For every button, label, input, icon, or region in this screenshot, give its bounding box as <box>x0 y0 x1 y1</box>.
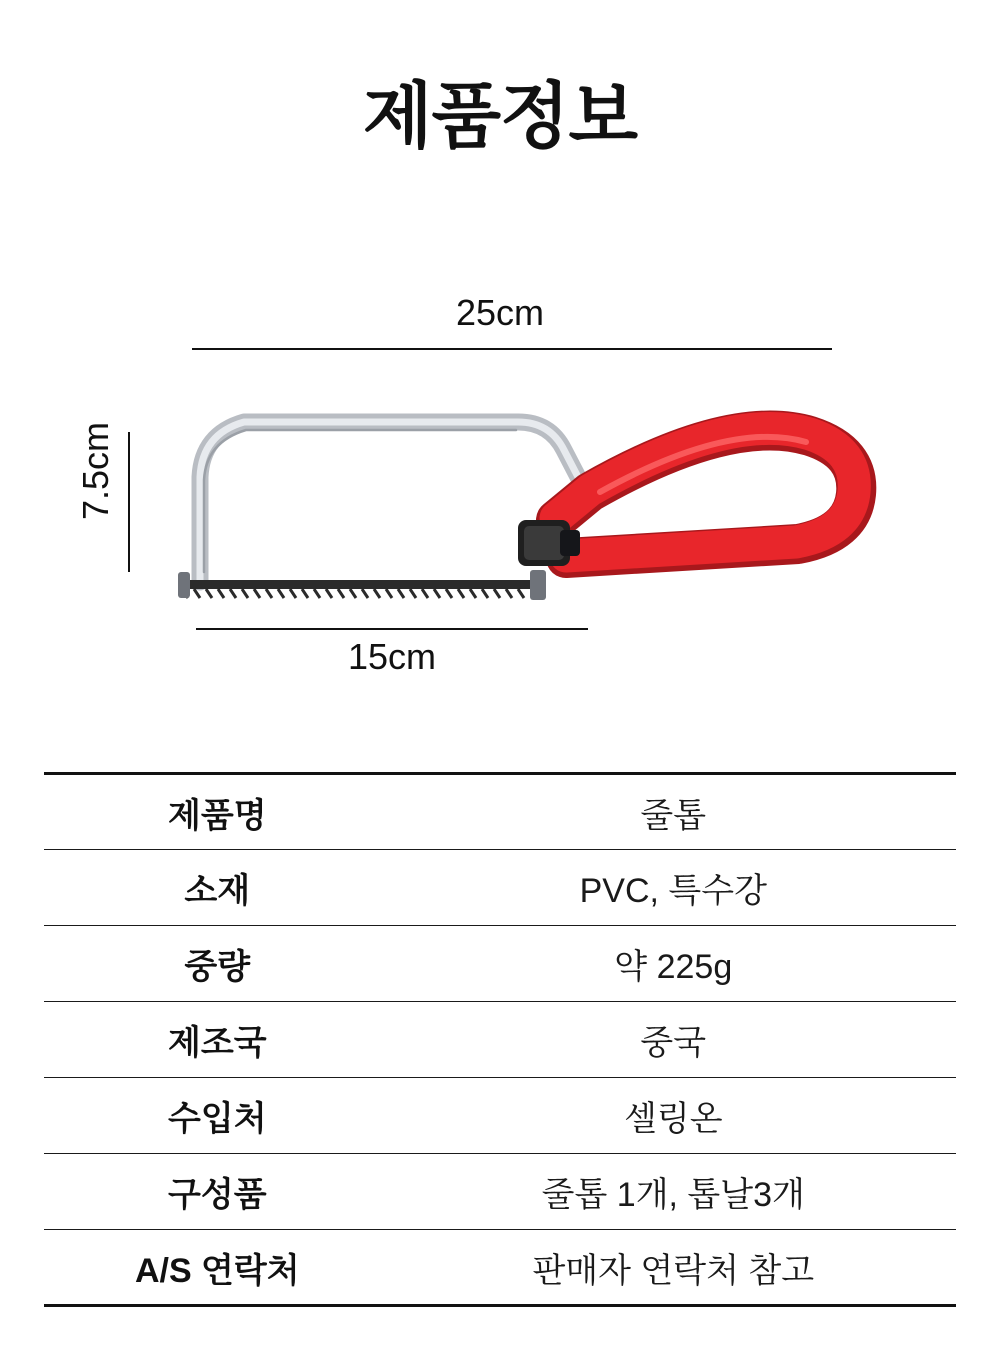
table-row <box>44 1154 956 1230</box>
table-row <box>44 1230 956 1306</box>
spec-value: 셀링온 <box>391 1078 956 1154</box>
spec-label: 구성품 <box>44 1154 391 1230</box>
table-row <box>44 1002 956 1078</box>
spec-value: 줄톱 <box>391 774 956 850</box>
spec-table <box>44 772 956 1307</box>
table-row <box>44 926 956 1002</box>
product-figure <box>0 292 1000 832</box>
spec-value: 줄톱 1개, 톱날3개 <box>391 1154 956 1230</box>
spec-value: 중국 <box>391 1002 956 1078</box>
spec-label: A/S 연락처 <box>44 1230 391 1306</box>
dimension-width-label: 25cm <box>455 292 545 333</box>
spec-value: 판매자 연락처 참고 <box>391 1230 956 1306</box>
spec-label: 소재 <box>44 850 391 926</box>
spec-table-body <box>44 774 956 1306</box>
table-row <box>44 774 956 850</box>
table-row <box>44 1078 956 1154</box>
spec-label: 제품명 <box>44 774 391 850</box>
table-row <box>44 850 956 926</box>
spec-label: 중량 <box>44 926 391 1002</box>
dimension-blade-line <box>196 628 588 630</box>
spec-value: PVC, 특수강 <box>391 850 956 926</box>
dimension-blade-label: 15cm <box>347 636 437 677</box>
spec-label: 수입처 <box>44 1078 391 1154</box>
page-title: 제품정보 <box>362 77 638 157</box>
dimension-width-line <box>192 348 832 350</box>
spec-label: 제조국 <box>44 1002 391 1078</box>
dimension-height-label: 7.5cm <box>75 421 116 521</box>
spec-value: 약 225g <box>391 926 956 1002</box>
